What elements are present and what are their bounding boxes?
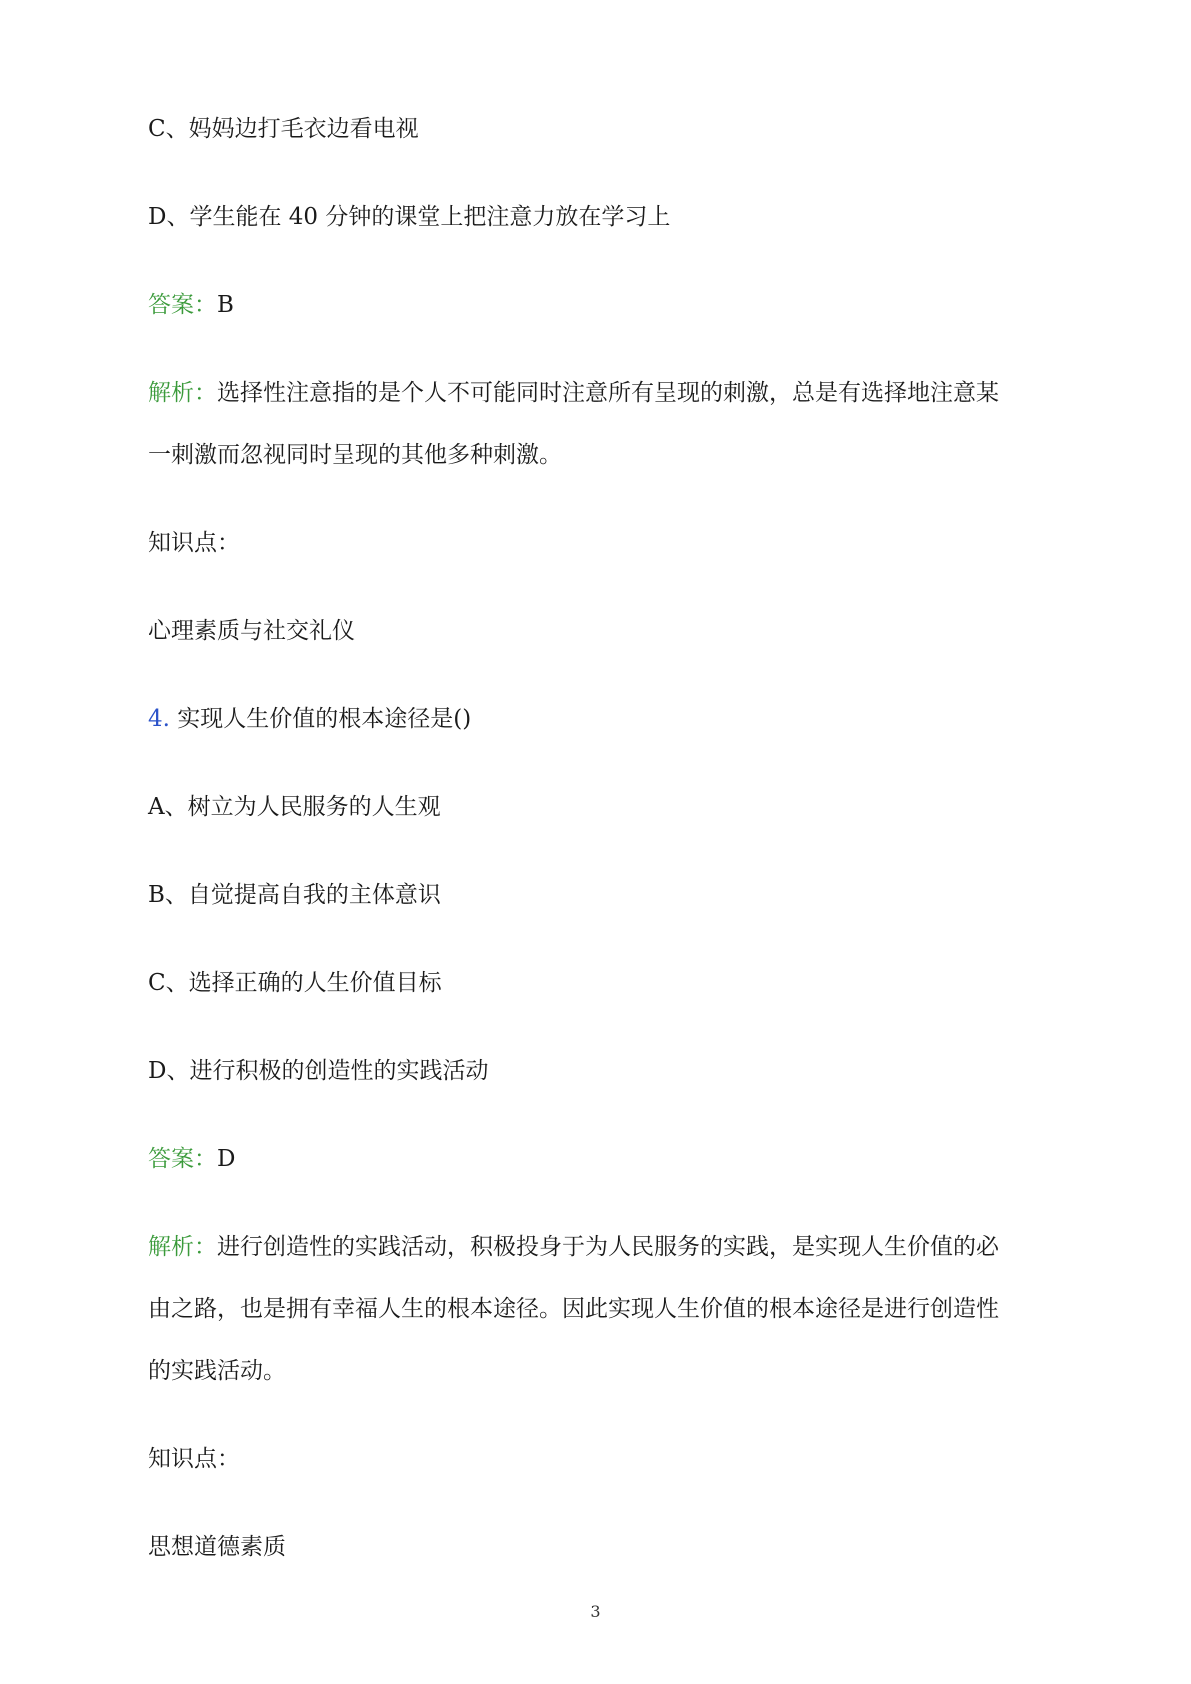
prev-knowledge-value: 心理素质与社交礼仪 (148, 618, 355, 644)
answer-label: 答案： (148, 292, 217, 318)
q4-option-d: D、进行积极的创造性的实践活动 (148, 1058, 489, 1084)
analysis-label: 解析： (148, 1234, 217, 1260)
answer-value: B (217, 292, 234, 318)
q4-analysis-line-3: 的实践活动。 (148, 1358, 286, 1384)
question-4-stem (148, 704, 471, 734)
prev-analysis-line-1 (148, 378, 999, 408)
prev-option-c: C、妈妈边打毛衣边看电视 (148, 116, 419, 142)
q4-option-c: C、选择正确的人生价值目标 (148, 970, 442, 996)
q4-option-a: A、树立为人民服务的人生观 (148, 794, 441, 820)
q4-answer (148, 1144, 235, 1174)
q4-knowledge-value: 思想道德素质 (148, 1534, 286, 1560)
prev-analysis-line-2: 一刺激而忽视同时呈现的其他多种刺激。 (148, 442, 562, 468)
analysis-label: 解析： (148, 380, 217, 406)
q4-analysis-line-1 (148, 1232, 999, 1262)
analysis-text: 选择性注意指的是个人不可能同时注意所有呈现的刺激，总是有选择地注意某 (217, 380, 999, 406)
analysis-text: 进行创造性的实践活动，积极投身于为人民服务的实践，是实现人生价值的必 (217, 1234, 999, 1260)
prev-knowledge-label: 知识点： (148, 530, 240, 556)
q4-analysis-line-2: 由之路，也是拥有幸福人生的根本途径。因此实现人生价值的根本途径是进行创造性 (148, 1296, 999, 1322)
q4-knowledge-label: 知识点： (148, 1446, 240, 1472)
answer-value: D (217, 1146, 236, 1172)
q4-option-b: B、自觉提高自我的主体意识 (148, 882, 441, 908)
page-number: 3 (590, 1602, 601, 1621)
prev-option-d: D、学生能在 40 分钟的课堂上把注意力放在学习上 (148, 204, 671, 230)
prev-answer (148, 290, 234, 320)
question-number: 4. (148, 706, 170, 732)
question-text: 实现人生价值的根本途径是() (177, 706, 472, 732)
answer-label: 答案： (148, 1146, 217, 1172)
